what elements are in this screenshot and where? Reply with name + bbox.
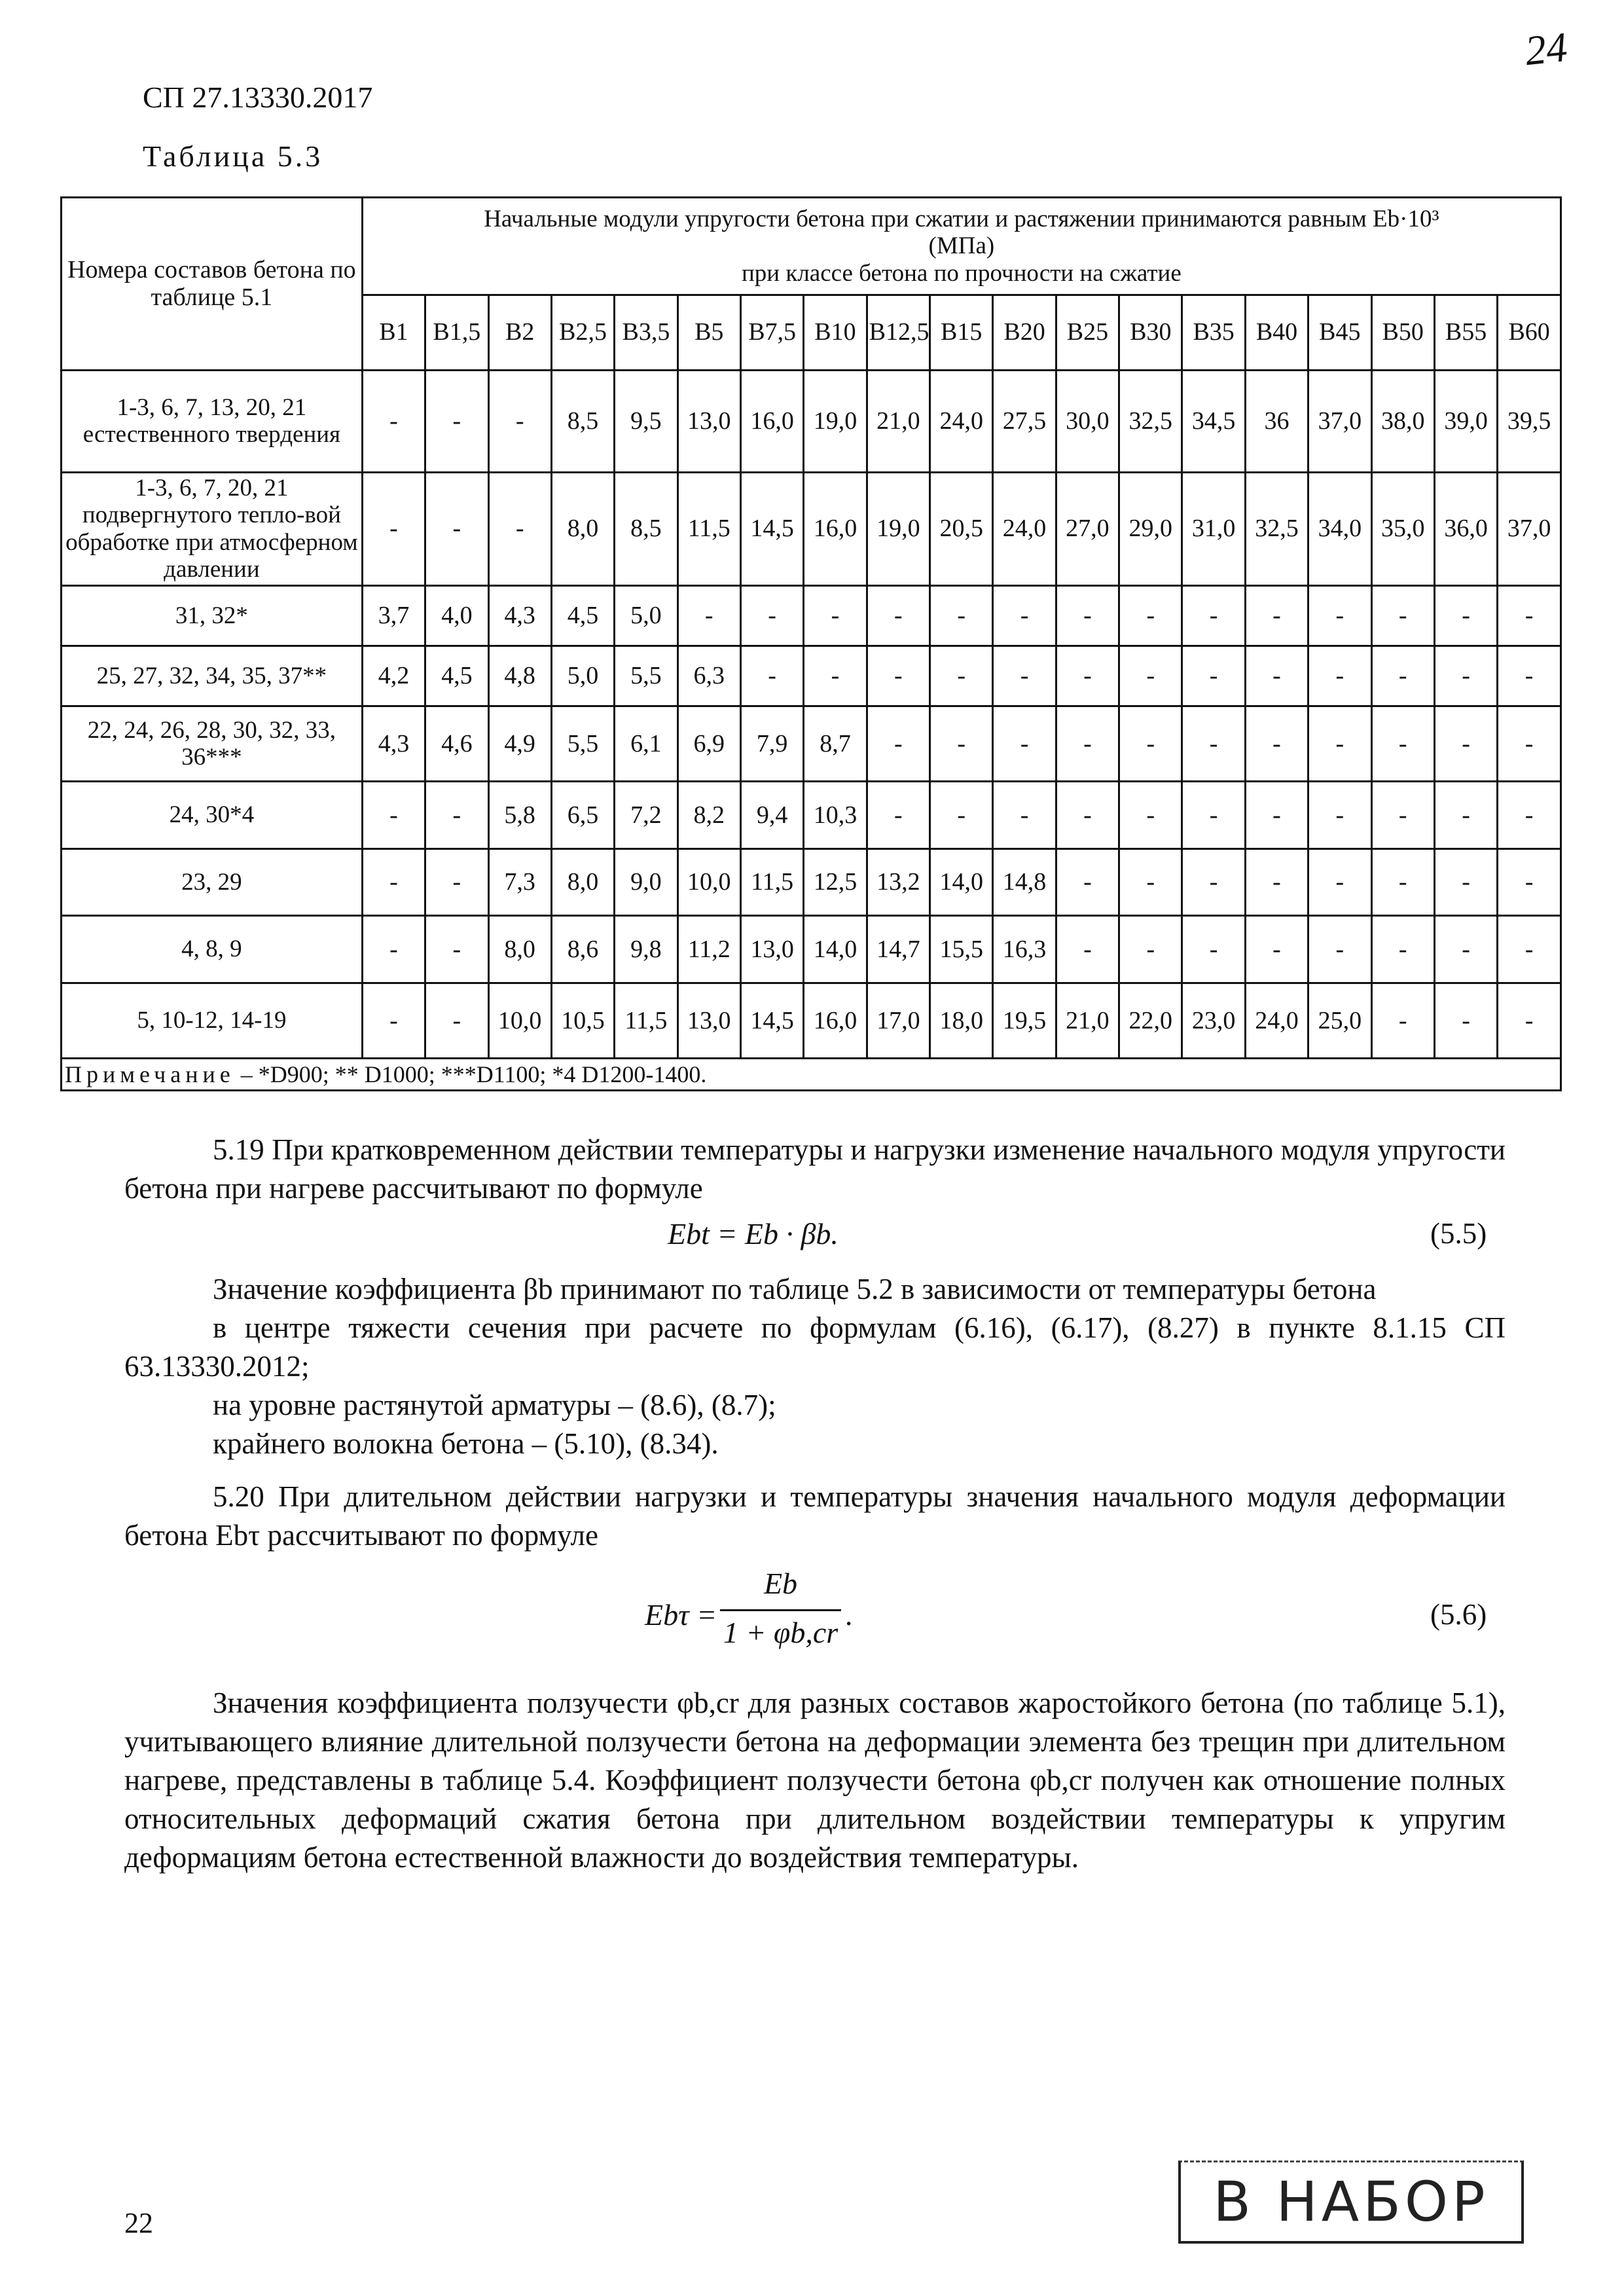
table-cell: - (1056, 585, 1119, 646)
row-label: 4, 8, 9 (62, 916, 363, 983)
class-header-cell: B12,5 (867, 295, 929, 370)
handwritten-page-mark: 24 (1523, 23, 1570, 75)
table-cell: 6,5 (551, 782, 614, 849)
table-cell: 11,5 (677, 472, 740, 585)
table-cell: - (930, 782, 993, 849)
table-cell: - (993, 706, 1056, 782)
table-cell: 13,0 (740, 916, 803, 983)
row-label: 23, 29 (62, 848, 363, 916)
table-cell: 11,5 (615, 983, 677, 1058)
table-cell: 8,7 (804, 706, 867, 782)
table-cell: - (1308, 916, 1371, 983)
table-cell: 16,3 (993, 916, 1056, 983)
table-cell: - (804, 585, 867, 646)
table-cell: - (1056, 782, 1119, 849)
table-cell: 8,5 (615, 472, 677, 585)
table-cell: - (1119, 848, 1182, 916)
formula-5-6-numerator: Eb (763, 1567, 798, 1600)
table-cell: 10,0 (488, 983, 551, 1058)
class-header-cell: B10 (804, 295, 867, 370)
table-cell: 8,0 (551, 472, 614, 585)
table-cell: - (1434, 646, 1497, 706)
column-group-header (362, 198, 1561, 295)
fraction-bar (720, 1609, 841, 1611)
table-cell: 5,8 (488, 782, 551, 849)
table-cell: - (740, 585, 803, 646)
table-cell: 9,8 (615, 916, 677, 983)
table-cell: 14,5 (740, 983, 803, 1058)
table-row (62, 916, 1561, 983)
table-cell: 27,0 (1056, 472, 1119, 585)
table-cell: 5,5 (551, 706, 614, 782)
table-cell: - (867, 706, 929, 782)
table-cell: 10,5 (551, 983, 614, 1058)
table-cell: - (993, 646, 1056, 706)
table-cell: 19,5 (993, 983, 1056, 1058)
table-cell: 4,0 (425, 585, 488, 646)
table-cell: 32,5 (1245, 472, 1308, 585)
class-header-cell: B35 (1182, 295, 1245, 370)
table-cell: - (1371, 706, 1434, 782)
table-cell: - (1371, 916, 1434, 983)
equation-number-5-5: (5.5) (1430, 1217, 1487, 1250)
table-cell: - (1498, 782, 1561, 849)
table-cell: 32,5 (1119, 370, 1182, 472)
table-cell: - (1182, 916, 1245, 983)
table-cell: 29,0 (1119, 472, 1182, 585)
table-cell: - (930, 646, 993, 706)
table-cell: 31,0 (1182, 472, 1245, 585)
table-cell: 8,6 (551, 916, 614, 983)
formula-5-6-lhs: Ebτ = (645, 1598, 717, 1631)
table-cell: 39,0 (1434, 370, 1497, 472)
table-cell: 6,3 (677, 646, 740, 706)
table-cell: - (1245, 585, 1308, 646)
table-cell: - (1371, 983, 1434, 1058)
column-group-line3: при классе бетона по прочности на сжатие (742, 259, 1182, 287)
table-cell: - (740, 646, 803, 706)
table-cell: 9,0 (615, 848, 677, 916)
table-cell: - (1371, 585, 1434, 646)
table-cell: 22,0 (1119, 983, 1182, 1058)
table-cell: - (1308, 646, 1371, 706)
table-cell: 39,5 (1498, 370, 1561, 472)
table-cell: - (1182, 646, 1245, 706)
table-cell: - (1308, 782, 1371, 849)
table-cell: 7,9 (740, 706, 803, 782)
table-cell: 13,0 (677, 983, 740, 1058)
table-row (62, 370, 1561, 472)
table-cell: - (993, 585, 1056, 646)
table-cell: 24,0 (1245, 983, 1308, 1058)
class-header-cell: B2,5 (551, 295, 614, 370)
paragraph-5-20: 5.20 При длительном действии нагрузки и температуры значения начального модуля деформации бетона Ebτ рассчитывают по формуле (124, 1480, 1506, 1552)
table-cell: 4,3 (362, 706, 425, 782)
equation-number-5-6: (5.6) (1430, 1598, 1487, 1631)
table-cell: 24,0 (993, 472, 1056, 585)
table-cell: 17,0 (867, 983, 929, 1058)
table-cell: - (362, 916, 425, 983)
table-cell: 35,0 (1371, 472, 1434, 585)
class-header-cell: B1,5 (425, 295, 488, 370)
table-row (62, 706, 1561, 782)
table-cell: - (425, 370, 488, 472)
table-cell: - (1371, 848, 1434, 916)
table-cell: 14,0 (930, 848, 993, 916)
table-cell: 12,5 (804, 848, 867, 916)
table-cell: 14,8 (993, 848, 1056, 916)
table-row (62, 983, 1561, 1058)
table-row (62, 782, 1561, 849)
table-row (62, 472, 1561, 585)
table-cell: 9,4 (740, 782, 803, 849)
table-cell: 6,9 (677, 706, 740, 782)
table-cell: - (425, 472, 488, 585)
table-cell: - (1498, 706, 1561, 782)
table-cell: - (1182, 848, 1245, 916)
column-group-line2: (МПа) (928, 232, 995, 260)
table-cell: - (867, 782, 929, 849)
table-cell: - (1119, 646, 1182, 706)
table-cell: - (362, 983, 425, 1058)
row-header-text: Номера составов бетона по таблице 5.1 (67, 255, 356, 312)
table-cell: 3,7 (362, 585, 425, 646)
table-cell: 8,2 (677, 782, 740, 849)
table-cell: - (1056, 916, 1119, 983)
table-cell: - (1182, 706, 1245, 782)
table-cell: - (1245, 706, 1308, 782)
table-row (62, 585, 1561, 646)
page-number: 22 (124, 2207, 153, 2239)
table-cell: 34,0 (1308, 472, 1371, 585)
row-label: 31, 32* (62, 585, 363, 646)
table-cell: - (1498, 585, 1561, 646)
row-label: 22, 24, 26, 28, 30, 32, 33, 36*** (62, 706, 363, 782)
table-cell: - (425, 782, 488, 849)
class-header-cell: B5 (677, 295, 740, 370)
table-cell: 13,0 (677, 370, 740, 472)
table-cell: 25,0 (1308, 983, 1371, 1058)
table-cell: - (930, 706, 993, 782)
table-cell: - (1371, 646, 1434, 706)
table-cell: 14,0 (804, 916, 867, 983)
table-cell: - (488, 370, 551, 472)
table-cell: 7,2 (615, 782, 677, 849)
table-cell: - (425, 916, 488, 983)
table-cell: 34,5 (1182, 370, 1245, 472)
table-cell: - (1182, 585, 1245, 646)
table-cell: 27,5 (993, 370, 1056, 472)
paragraph-beta-fiber: крайнего волокна бетона – (5.10), (8.34). (213, 1427, 719, 1460)
table-cell: - (425, 983, 488, 1058)
table-cell: 36 (1245, 370, 1308, 472)
table-cell: 19,0 (867, 472, 929, 585)
table-cell: - (1371, 782, 1434, 849)
table-cell: - (1498, 848, 1561, 916)
note-label: Примечание (65, 1061, 235, 1087)
table-cell: - (1119, 782, 1182, 849)
table-cell: 6,1 (615, 706, 677, 782)
modulus-table (60, 196, 1562, 1091)
formula-5-5: Ebt = Eb · βb. (668, 1217, 839, 1250)
table-cell: - (1308, 585, 1371, 646)
class-header-cell: B15 (930, 295, 993, 370)
table-cell: 16,0 (740, 370, 803, 472)
table-row (62, 646, 1561, 706)
table-cell: 8,5 (551, 370, 614, 472)
table-cell: - (1308, 848, 1371, 916)
table-cell: - (425, 848, 488, 916)
stamp-v-nabor: В НАБОР (1178, 2160, 1524, 2244)
row-header-cell (62, 198, 363, 371)
table-cell: - (1498, 646, 1561, 706)
table-row (62, 848, 1561, 916)
note-text: – *D900; ** D1000; ***D1100; *4 D1200-1400. (234, 1061, 707, 1087)
table-cell: - (1498, 983, 1561, 1058)
paragraph-beta-rebar: на уровне растянутой арматуры – (8.6), (8.7); (213, 1389, 776, 1421)
formula-5-6-period: . (846, 1598, 854, 1631)
table-cell: - (867, 585, 929, 646)
table-title: Таблица 5.3 (143, 139, 323, 173)
table-cell: - (930, 585, 993, 646)
table-cell: - (362, 782, 425, 849)
row-label: 1-3, 6, 7, 20, 21 подвергнутого тепло-вой обработке при атмосферном давлении (62, 472, 363, 585)
table-cell: - (1056, 706, 1119, 782)
table-cell: - (1056, 848, 1119, 916)
table-cell: - (1119, 706, 1182, 782)
class-header-cell: B1 (362, 295, 425, 370)
table-cell: - (867, 646, 929, 706)
table-cell: 9,5 (615, 370, 677, 472)
table-cell: 37,0 (1308, 370, 1371, 472)
table-cell: 5,0 (551, 646, 614, 706)
table-cell: - (1182, 782, 1245, 849)
table-cell: 18,0 (930, 983, 993, 1058)
table-cell: 4,8 (488, 646, 551, 706)
table-cell: 4,3 (488, 585, 551, 646)
table-cell: - (1434, 983, 1497, 1058)
table-cell: - (362, 472, 425, 585)
table-cell: 11,5 (740, 848, 803, 916)
row-label: 24, 30*4 (62, 782, 363, 849)
table-cell: - (1434, 706, 1497, 782)
class-header-cell: B60 (1498, 295, 1561, 370)
table-cell: - (677, 585, 740, 646)
table-cell: 11,2 (677, 916, 740, 983)
table-cell: - (1308, 706, 1371, 782)
table-cell: 23,0 (1182, 983, 1245, 1058)
table-cell: 16,0 (804, 472, 867, 585)
table-cell: 20,5 (930, 472, 993, 585)
table-cell: 14,5 (740, 472, 803, 585)
table-cell: 7,3 (488, 848, 551, 916)
table-cell: - (1119, 585, 1182, 646)
table-cell: - (1434, 585, 1497, 646)
table-cell: 37,0 (1498, 472, 1561, 585)
row-label: 1-3, 6, 7, 13, 20, 21 естественного твердения (62, 370, 363, 472)
table-cell: - (1498, 916, 1561, 983)
row-label: 5, 10-12, 14-19 (62, 983, 363, 1058)
table-cell: - (1245, 646, 1308, 706)
paragraph-beta-center: в центре тяжести сечения при расчете по формулам (6.16), (6.17), (8.27) в пункте 8.1.15 СП 63.13330.2012; (124, 1311, 1506, 1383)
table-cell: 36,0 (1434, 472, 1497, 585)
table-cell: - (804, 646, 867, 706)
table-cell: 16,0 (804, 983, 867, 1058)
class-header-cell: B2 (488, 295, 551, 370)
table-cell: 4,9 (488, 706, 551, 782)
paragraph-5-19: 5.19 При кратковременном действии температуры и нагрузки изменение начального модуля упругости бетона при нагреве рассчитывают по формуле (124, 1133, 1506, 1205)
table-cell: 24,0 (930, 370, 993, 472)
table-cell: - (1056, 646, 1119, 706)
table-cell: 14,7 (867, 916, 929, 983)
table-cell: 21,0 (1056, 983, 1119, 1058)
table-cell: 4,5 (425, 646, 488, 706)
table-cell: - (1434, 916, 1497, 983)
paragraph-creep: Значения коэффициента ползучести φb,cr для разных составов жаростойкого бетона (по таблице 5.1), учитывающего влияние длительной ползучести бетона на деформации элемента без трещин при длительном нагреве, представлены в таблице 5.4. Коэффициент ползучести бетона φb,cr получен как отношение полных относительных деформаций сжатия бетона при длительном воздействии температуры к упругим деформациям бетона естественной влажности до воздействия температуры. (124, 1686, 1506, 1874)
class-header-cell: B40 (1245, 295, 1308, 370)
table-cell: 13,2 (867, 848, 929, 916)
class-header-cell: B3,5 (615, 295, 677, 370)
class-header-cell: B7,5 (740, 295, 803, 370)
table-cell: 4,6 (425, 706, 488, 782)
table-cell: - (1434, 782, 1497, 849)
formula-5-6-denominator: 1 + φb,cr (723, 1616, 839, 1649)
table-cell: 5,0 (615, 585, 677, 646)
table-cell: 19,0 (804, 370, 867, 472)
table-cell: 8,0 (488, 916, 551, 983)
table-cell: - (1434, 848, 1497, 916)
class-header-cell: B30 (1119, 295, 1182, 370)
table-cell: 4,5 (551, 585, 614, 646)
table-cell: 38,0 (1371, 370, 1434, 472)
table-note (62, 1058, 1561, 1090)
table-cell: 5,5 (615, 646, 677, 706)
table-cell: - (1245, 782, 1308, 849)
table-cell: 15,5 (930, 916, 993, 983)
table-cell: - (362, 370, 425, 472)
table-cell: - (488, 472, 551, 585)
class-header-cell: B45 (1308, 295, 1371, 370)
class-header-cell: B25 (1056, 295, 1119, 370)
table-cell: - (993, 782, 1056, 849)
table-cell: - (1245, 916, 1308, 983)
row-label: 25, 27, 32, 34, 35, 37** (62, 646, 363, 706)
table-cell: 8,0 (551, 848, 614, 916)
class-header-cell: B55 (1434, 295, 1497, 370)
document-code: СП 27.13330.2017 (143, 81, 373, 114)
table-cell: - (362, 848, 425, 916)
table-cell: 30,0 (1056, 370, 1119, 472)
table-cell: 10,3 (804, 782, 867, 849)
table-cell: 21,0 (867, 370, 929, 472)
table-cell: - (1119, 916, 1182, 983)
class-header-cell: B20 (993, 295, 1056, 370)
column-group-line1: Начальные модули упругости бетона при сжатии и растяжении принимаются равным Eb·10³ (484, 205, 1439, 232)
table-cell: 10,0 (677, 848, 740, 916)
paragraph-beta-intro: Значение коэффициента βb принимают по таблице 5.2 в зависимости от температуры бетона (213, 1273, 1377, 1305)
class-header-cell: B50 (1371, 295, 1434, 370)
table-cell: - (1245, 848, 1308, 916)
table-cell: 4,2 (362, 646, 425, 706)
